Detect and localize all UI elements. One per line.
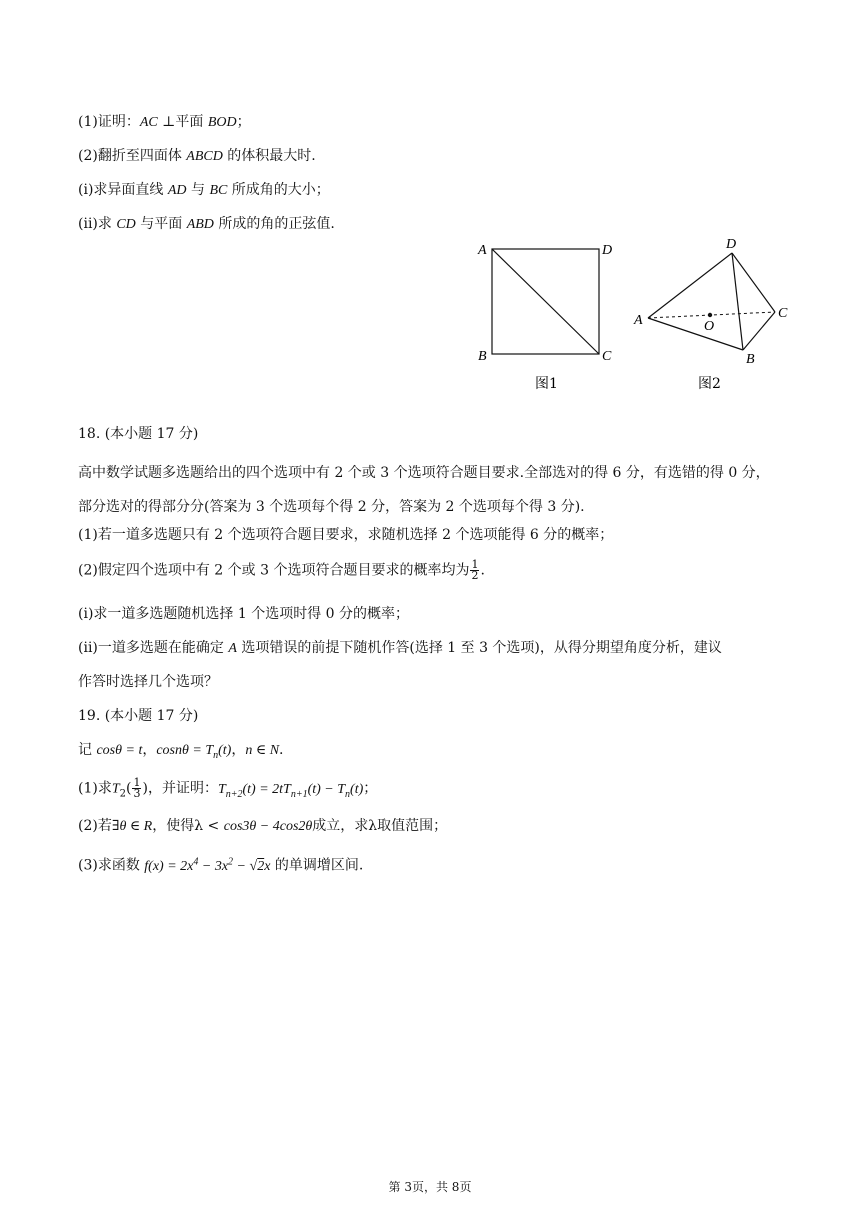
q19-part1: (1)求$T_2$( $\frac{1}{3}$ )，并证明：$T_{n+2}(t) = 2tT_{n+1}(t) - T_n(t)$； — [78, 776, 378, 800]
q19-part3-pre: (3)求函数 — [78, 857, 145, 874]
math-cos-n-theta-arg: (t) — [218, 743, 232, 758]
fig2-label-o: O — [704, 319, 715, 334]
math-rec-a: T — [217, 781, 226, 797]
math-sub-n-plus-1: n+1 — [290, 788, 308, 800]
fig2-label-b: B — [746, 352, 755, 367]
fraction-denominator: 3 — [133, 787, 141, 800]
q19-part2 — [78, 816, 447, 837]
q19-def-end: . — [279, 742, 284, 758]
figure-1-square — [477, 243, 612, 392]
edge-ab — [648, 318, 743, 350]
q18-part2-end: . — [480, 562, 485, 579]
q18-part2-ii — [78, 638, 722, 659]
fig2-label-d: D — [726, 237, 737, 252]
q19-part1-pre: (1)求 — [78, 780, 112, 797]
q17-part2-end: 的体积最大时. — [222, 148, 316, 164]
q17-part2-ii — [78, 214, 335, 235]
math-rec-b: (t) = 2tT — [242, 781, 291, 797]
edge-dc — [732, 253, 775, 312]
q17-part2 — [78, 146, 316, 167]
math-function-f — [144, 856, 271, 874]
math-sub-n-plus-2: n+2 — [225, 788, 243, 800]
math-sub-n: n — [345, 788, 351, 800]
math-sup-2: 2 — [228, 856, 234, 867]
q17-part2i-pre: (ⅰ)求异面直线 — [78, 182, 168, 198]
q19-part1-end: ； — [363, 780, 378, 797]
fraction-one-third — [132, 778, 141, 799]
q17-part2-i — [78, 180, 330, 201]
q17-part2-text: (2)翻折至四面体 — [78, 148, 187, 164]
q19-definition — [78, 740, 284, 766]
math-recurrence — [217, 781, 364, 800]
math-rec-c: (t) − T — [307, 781, 346, 797]
math-cd: CD — [116, 217, 136, 232]
fig1-label-d: D — [602, 243, 613, 258]
fig1-label-b: B — [478, 349, 487, 364]
q19-part3-end: 的单调增区间. — [270, 857, 364, 874]
q17-part2ii-end: 所成的角的正弦值. — [213, 216, 335, 232]
math-cos-theta: cosθ = t — [96, 743, 143, 758]
q19-part3 — [78, 852, 363, 877]
fraction-numerator: 1 — [471, 558, 479, 571]
math-sqrt-sign: − √ — [233, 858, 258, 874]
q17-part2ii-pre: (ⅱ)求 — [78, 216, 117, 232]
fraction-numerator: 1 — [133, 776, 141, 789]
fig1-caption: 图1 — [535, 376, 558, 392]
math-f-x: x — [264, 858, 271, 874]
q18-part2ii-rest: 选项错误的前提下随机作答(选择 1 至 3 个选项)，从得分期望角度分析，建议 — [236, 640, 722, 656]
square-diagonal-ac — [492, 249, 599, 354]
q17-perp-text: ⊥平面 — [157, 114, 208, 130]
math-f-a: f(x) = 2x — [144, 858, 194, 874]
edge-db — [732, 253, 743, 350]
math-cos-expression: cos3θ − 4cos2θ — [223, 819, 313, 834]
math-rec-d: (t) — [350, 781, 364, 797]
edge-bc — [743, 312, 775, 350]
q18-part2ii-pre: (ⅱ)一道多选题在能确定 — [78, 640, 229, 656]
q18-part2-text: (2)假定四个选项中有 2 个或 3 个选项符合题目要求的概率均为 — [78, 562, 470, 579]
q19-part2-pre: (2)若∃ — [78, 818, 120, 834]
math-sqrt-radicand: 2 — [257, 858, 265, 874]
fig2-label-c: C — [778, 306, 788, 321]
q17-part2ii-mid: 与平面 — [135, 216, 187, 232]
q19-part2-mid: ，使得λ < — [152, 818, 224, 834]
q17-part2i-mid: 与 — [186, 182, 210, 198]
q19-def-sep1: ， — [142, 742, 157, 758]
edge-ad — [648, 253, 732, 318]
math-abcd: ABCD — [186, 149, 223, 164]
page-footer: 第 3页，共 8页 — [388, 1180, 472, 1194]
math-t: T — [111, 781, 120, 797]
geometry-figure — [470, 232, 810, 402]
math-sup-4: 4 — [193, 856, 199, 867]
q17-part1-end: ； — [236, 114, 251, 130]
fraction-one-half — [470, 560, 479, 581]
q18-part1: (1)若一道多选题只有 2 个选项符合题目要求，求随机选择 2 个选项能得 6 分的概率； — [78, 527, 614, 543]
fig2-caption: 图2 — [698, 376, 721, 392]
math-a: A — [228, 641, 237, 656]
q17-part2i-end: 所成角的大小； — [227, 182, 330, 198]
fig1-label-a: A — [478, 243, 487, 258]
fig1-label-c: C — [602, 349, 612, 364]
math-f-b: − 3x — [198, 858, 229, 874]
math-ad: AD — [167, 183, 187, 198]
math-theta-in-r: θ ∈ R — [119, 819, 153, 834]
math-abd: ABD — [186, 217, 214, 232]
math-cos-n-theta — [156, 743, 232, 761]
math-n-in-n: n ∈ N — [245, 743, 280, 758]
q19-part2-end: 成立，求λ取值范围； — [312, 818, 448, 834]
q17-part1-text: (1)证明： — [78, 114, 140, 130]
point-o — [708, 313, 712, 317]
fraction-denominator: 2 — [471, 569, 479, 582]
math-ac: AC — [139, 115, 158, 130]
math-sub-2: 2 — [119, 788, 127, 800]
q17-part1 — [78, 112, 251, 133]
q18-part2 — [78, 560, 485, 581]
q18-intro: 高中数学试题多选题给出的四个选项中有 2 个或 3 个选项符合题目要求.全部选对的得 6 分，有选错的得 0 分，部分选对的得部分分(答案为 3 个选项每个得 2 分，答案为 2 个选项每个得 3 分). — [78, 465, 770, 515]
q18-heading: 18. (本小题 17 分) — [78, 426, 199, 442]
q18-part2-i: (ⅰ)求一道多选题随机选择 1 个选项时得 0 分的概率； — [78, 606, 410, 622]
q18-part2-ii-line2: 作答时选择几个选项？ — [78, 674, 218, 690]
math-bod: BOD — [207, 115, 237, 130]
math-bc: BC — [209, 183, 228, 198]
math-cos-n-theta-main: cosnθ = T — [156, 743, 214, 758]
q19-def-sep2: ， — [231, 742, 246, 758]
math-sub-n: n — [213, 749, 219, 761]
q19-heading: 19. (本小题 17 分) — [78, 708, 199, 724]
q19-def-pre: 记 — [78, 742, 97, 758]
q19-part1-mid: ，并证明： — [147, 780, 218, 797]
figure-2-tetrahedron — [633, 237, 788, 392]
fig2-label-a: A — [634, 313, 643, 328]
